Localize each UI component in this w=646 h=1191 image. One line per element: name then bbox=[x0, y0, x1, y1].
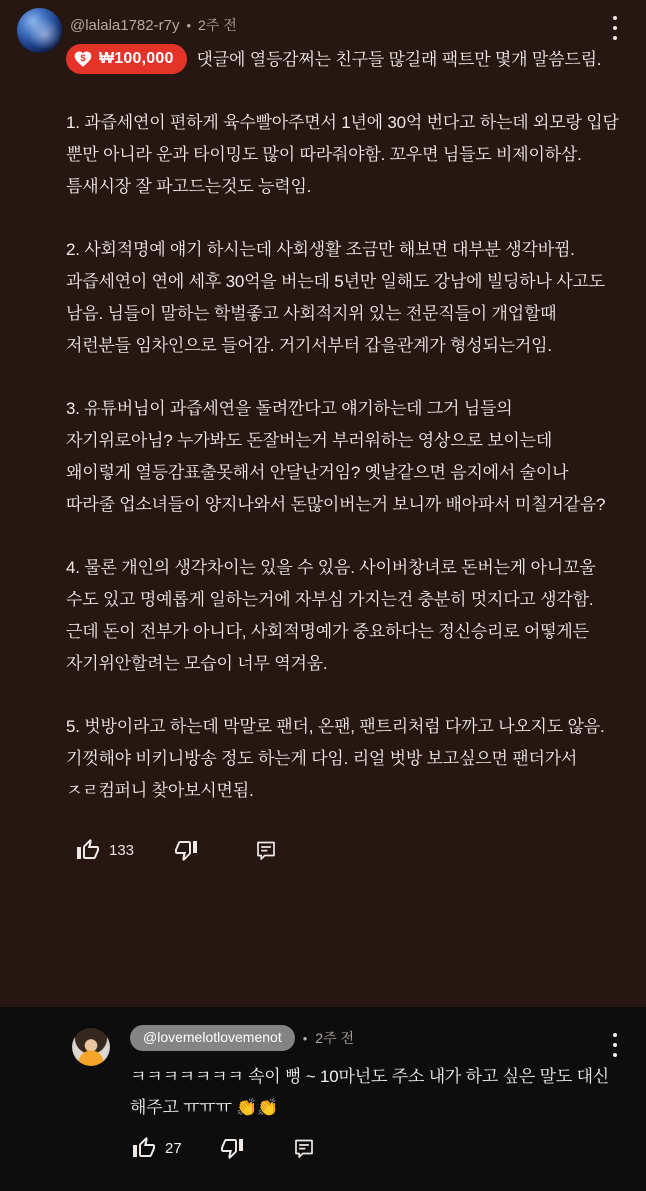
reply-action-bar bbox=[130, 1136, 620, 1160]
comment-paragraph-5: 5. 벗방이라고 하는데 막말로 팬더, 온팬, 팬트리처럼 다까고 나오지도 않음. 기껏해야 비키니방송 정도 하는게 다임. 리얼 벗방 보고싶으면 팬더가서 ㅈㄹ컴퍼니 찾아보시면됨. bbox=[66, 717, 605, 800]
comment-header bbox=[66, 14, 620, 36]
comment-bubble-icon bbox=[292, 1136, 316, 1160]
dislike-button[interactable] bbox=[174, 838, 198, 862]
comment-author[interactable]: @lalala1782-r7y bbox=[70, 16, 180, 34]
comment-paragraph-2: 2. 사회적명예 얘기 하시는데 사회생활 조금만 해보면 대부분 생각바뀜. 과즙세연이 연에 세후 30억을 버는데 5년만 일해도 강남에 빌딩하나 사고도 남음. 님들이 말하는 학벌좋고 사회적지위 있는 전문직들이 개업할때 저런분들 임차인으로 들어감. 거기서부터 갑을관계가 형성되는거임. bbox=[66, 240, 605, 355]
avatar[interactable] bbox=[17, 8, 62, 53]
more-options-icon[interactable] bbox=[606, 16, 624, 40]
dot-separator: • bbox=[302, 1030, 308, 1046]
comment-timestamp: 2주 전 bbox=[198, 17, 237, 33]
comment-reply bbox=[0, 1007, 646, 1191]
comment-paragraph-3: 3. 유튜버님이 과즙세연을 돌려깐다고 얘기하는데 그거 님들의 자기위로아님? 누가봐도 돈잘버는거 부러워하는 영상으로 보이는데 왜이렇게 열등감표출못해서 안달난거임? 옛날같으면 음지에서 술이나 따라줄 업소녀들이 양지나와서 돈많이버는거 보니까 배아파서 미칠거같음? bbox=[66, 399, 606, 514]
thumbs-down-icon bbox=[174, 838, 198, 862]
heart-dollar-icon bbox=[73, 49, 93, 69]
comment-body bbox=[66, 44, 620, 807]
comment-paragraph-1: 1. 과즙세연이 편하게 육수빨아주면서 1년에 30억 번다고 하는데 외모랑 입담 뿐만 아니라 운과 타이밍도 많이 따라줘야함. 꼬우면 님들도 비제이하삼. 틈새시장 잘 파고드는것도 능력임. bbox=[66, 113, 619, 196]
reply-avatar[interactable] bbox=[72, 1028, 110, 1066]
comment-intro-paragraph bbox=[66, 44, 620, 76]
super-thanks-amount: ₩100,000 bbox=[99, 49, 174, 67]
thumbs-up-icon bbox=[76, 838, 100, 862]
thumbs-up-icon bbox=[132, 1136, 156, 1160]
super-thanks-badge bbox=[66, 44, 187, 74]
comment-paragraph-4: 4. 물론 개인의 생각차이는 있을 수 있음. 사이버창녀로 돈버는게 아니꼬울 수도 있고 명예롭게 일하는거에 자부심 가지는건 충분히 멋지다고 생각함. 근데 돈이 전부가 아니다, 사회적명예가 중요하다는 정신승리로 어떻게든 자기위안할려는 모습이 너무 역겨움. bbox=[66, 558, 596, 673]
reply-header bbox=[130, 1027, 620, 1049]
thumbs-down-icon bbox=[220, 1136, 244, 1160]
reply-dislike-button[interactable] bbox=[220, 1136, 244, 1160]
reply-timestamp: 2주 전 bbox=[315, 1030, 355, 1046]
comment-action-bar bbox=[66, 838, 620, 862]
reply-like-button[interactable] bbox=[132, 1136, 156, 1160]
dot-separator: • bbox=[186, 17, 192, 33]
comment-bubble-icon bbox=[254, 838, 278, 862]
reply-comment-button[interactable] bbox=[292, 1136, 316, 1160]
reply-text: ㅋㅋㅋㅋㅋㅋㅋ 속이 뻥 ~ 10마넌도 주소 내가 하고 싶은 말도 대신 해주고 ㅠㅠㅠ 👏👏 bbox=[130, 1067, 610, 1117]
svg-text:$: $ bbox=[80, 52, 86, 64]
comment-intro-text: 댓글에 열등감쩌는 친구들 많길래 팩트만 몇개 말씀드림. bbox=[196, 50, 602, 69]
like-button[interactable] bbox=[76, 838, 100, 862]
reply-author-owner-badge[interactable]: @lovemelotlovemenot bbox=[130, 1025, 295, 1051]
reply-like-count: 27 bbox=[165, 1139, 182, 1157]
reply-more-options-icon[interactable] bbox=[606, 1033, 624, 1057]
reply-button[interactable] bbox=[254, 838, 278, 862]
like-count: 133 bbox=[109, 841, 135, 859]
